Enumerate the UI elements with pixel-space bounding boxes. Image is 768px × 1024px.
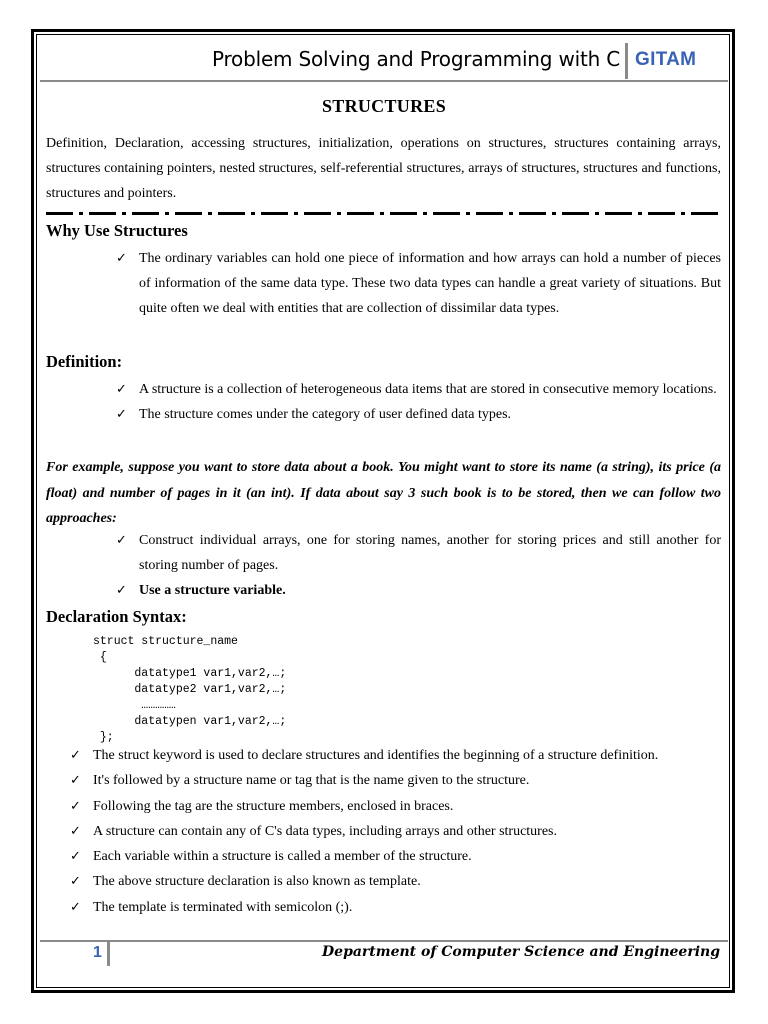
footer-rule (40, 940, 728, 942)
checkmark-icon: ✓ (70, 823, 81, 839)
list-item: ✓ A structure can contain any of C's data types, including arrays and other structures. (93, 819, 723, 844)
heading-why-use-structures: Why Use Structures (46, 221, 188, 240)
list-item: ✓ The template is terminated with semicolon (;). (93, 895, 723, 920)
checkmark-icon: ✓ (70, 874, 81, 890)
checkmark-icon: ✓ (70, 773, 81, 789)
definition-list (116, 377, 721, 427)
example-paragraph: For example, suppose you want to store data about a book. You might want to store its name (a string), its price (a float) and number of pages in it (an int). If data about say 3 such book is to be stored, then we can follow two approaches: (46, 460, 721, 526)
list-item: ✓ Following the tag are the structure members, enclosed in braces. (93, 794, 723, 819)
document-title: STRUCTURES (321, 96, 447, 116)
checkmark-icon: ✓ (116, 407, 127, 422)
list-item: ✓ The above structure declaration is also known as template. (93, 869, 723, 894)
list-item: ✓ The structure comes under the category of user defined data types. (139, 402, 721, 427)
dash-dot-separator (46, 212, 721, 215)
page-header (40, 43, 728, 79)
footer-department: Department of Computer Science and Engineering (322, 944, 720, 960)
why-list (116, 246, 721, 321)
footer-divider (107, 942, 110, 966)
checkmark-icon: ✓ (70, 899, 81, 915)
checkmark-icon: ✓ (116, 533, 127, 548)
checkmark-icon: ✓ (70, 849, 81, 865)
checkmark-icon: ✓ (116, 583, 127, 598)
checkmark-icon: ✓ (116, 251, 127, 266)
list-item: ✓ It's followed by a structure name or tag that is the name given to the structure. (93, 768, 723, 793)
heading-declaration-syntax: Declaration Syntax: (46, 607, 187, 626)
header-brand: GITAM (635, 49, 697, 70)
page-number: 1 (93, 944, 102, 961)
list-item: ✓ Construct individual arrays, one for storing names, another for storing prices and still another for storing number of pages. (139, 528, 721, 578)
checkmark-icon: ✓ (116, 382, 127, 397)
list-item: ✓ The struct keyword is used to declare structures and identifies the beginning of a structure definition. (93, 743, 723, 768)
heading-definition: Definition: (46, 352, 123, 371)
intro-paragraph: Definition, Declaration, accessing structures, initialization, operations on structures, structures containing arrays, structures containing pointers, nested structures, self-referential structures, arrays of structures, structures and functions, structures and pointers. (46, 136, 721, 201)
header-rule (40, 80, 728, 82)
checkmark-icon: ✓ (70, 798, 81, 814)
list-item: ✓ The ordinary variables can hold one piece of information and how arrays can hold a number of pieces of information of the same data type. These two data types can handle a great variety of situations. But quite often we deal with entities that are collection of dissimilar data types. (139, 246, 721, 321)
list-item: ✓ Use a structure variable. (139, 578, 721, 603)
code-block-struct-syntax: struct structure_name { datatype1 var1,var2,…; datatype2 var1,var2,…; …………… datatypen var1,var2,…; }; (93, 635, 287, 744)
approaches-list (116, 528, 721, 603)
header-course-title: Problem Solving and Programming with C (211, 47, 620, 71)
checkmark-icon: ✓ (70, 748, 81, 763)
list-item: ✓ Each variable within a structure is called a member of the structure. (93, 844, 723, 869)
notes-list (70, 743, 723, 920)
header-divider (625, 43, 628, 79)
list-item: ✓ A structure is a collection of heterogeneous data items that are stored in consecutive memory locations. (139, 377, 721, 402)
